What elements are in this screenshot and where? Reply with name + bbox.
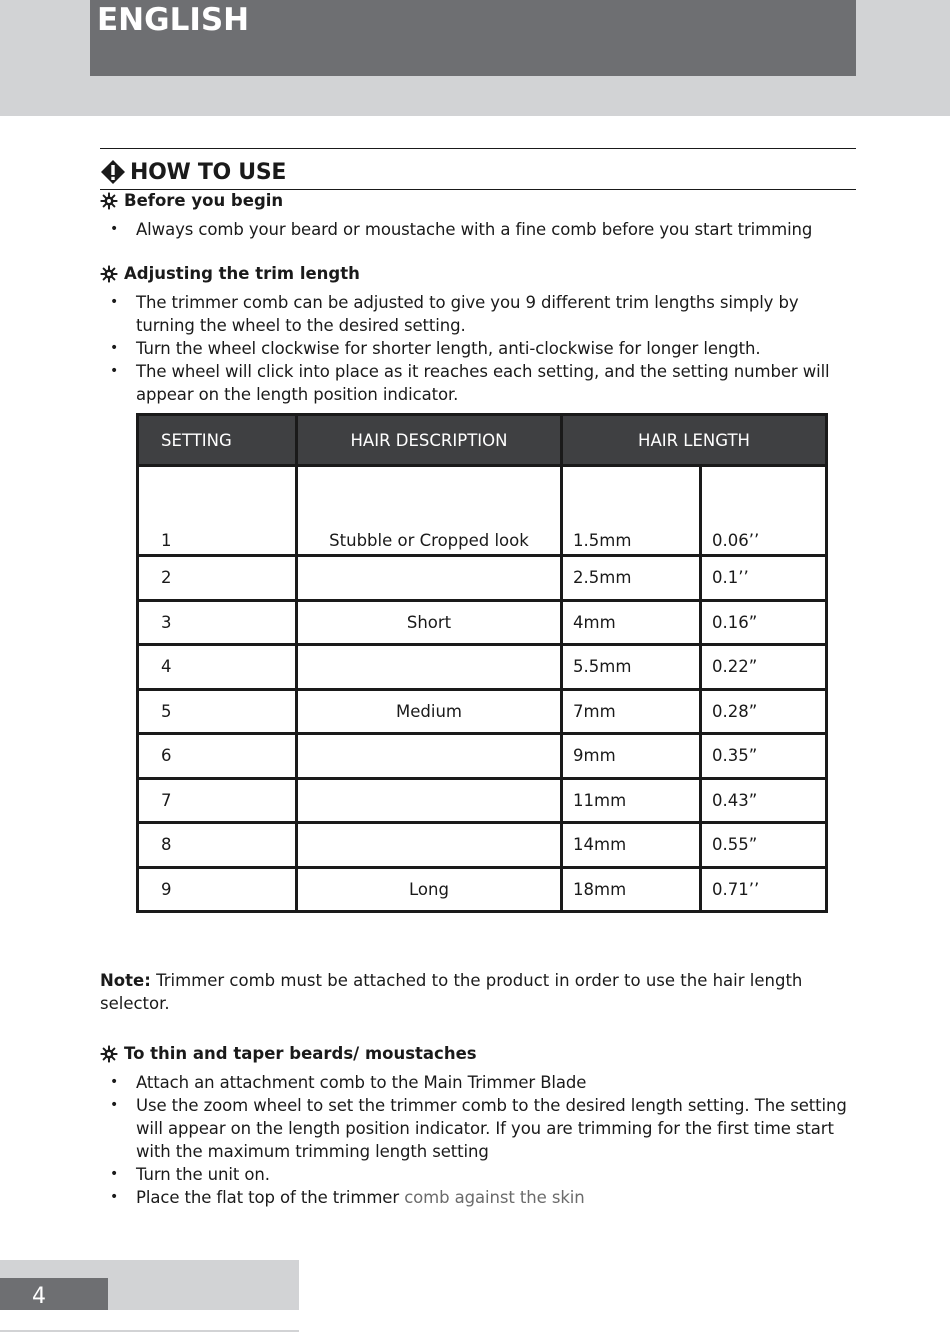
gear-icon xyxy=(100,1045,118,1063)
cell-setting: 3 xyxy=(138,600,297,645)
cell-description xyxy=(297,645,562,690)
cell-length-inch: 0.43” xyxy=(701,778,827,823)
cell-length-mm: 4mm xyxy=(562,600,701,645)
cell-length-inch: 0.35” xyxy=(701,734,827,779)
note-text: Trimmer comb must be attached to the product in order to use the hair length selector. xyxy=(100,971,803,1013)
table-row xyxy=(138,867,827,912)
cell-setting: 5 xyxy=(138,689,297,734)
table-row xyxy=(138,689,827,734)
cell-setting: 2 xyxy=(138,556,297,601)
cell-setting: 6 xyxy=(138,734,297,779)
note-label: Note: xyxy=(100,971,151,990)
cell-description: Stubble or Cropped look xyxy=(297,466,562,556)
header-hair-length: HAIR LENGTH xyxy=(562,415,827,466)
list-item-text-faded: comb against the skin xyxy=(404,1188,585,1207)
thin-taper-label: To thin and taper beards/ moustaches xyxy=(124,1044,477,1063)
trim-length-table xyxy=(136,413,828,913)
cell-description xyxy=(297,778,562,823)
cell-setting: 4 xyxy=(138,645,297,690)
warning-diamond-icon xyxy=(100,159,126,185)
cell-setting: 7 xyxy=(138,778,297,823)
cell-length-mm: 2.5mm xyxy=(562,556,701,601)
list-item: • The wheel will click into place as it reaches each setting, and the setting number will appear on the length position indicator. xyxy=(108,360,860,406)
table-row xyxy=(138,556,827,601)
table-row xyxy=(138,600,827,645)
list-item xyxy=(108,1186,848,1209)
list-item: • Attach an attachment comb to the Main Trimmer Blade xyxy=(108,1071,848,1094)
before-you-begin-heading xyxy=(100,191,283,210)
section-title xyxy=(100,156,286,188)
cell-length-inch: 0.06’’ xyxy=(701,466,827,556)
cell-length-inch: 0.1’’ xyxy=(701,556,827,601)
cell-length-mm: 14mm xyxy=(562,823,701,868)
section-title-text: HOW TO USE xyxy=(130,159,287,185)
cell-length-mm: 18mm xyxy=(562,867,701,912)
list-item-text: Place the flat top of the trimmer xyxy=(136,1188,405,1207)
cell-setting: 8 xyxy=(138,823,297,868)
cell-length-mm: 11mm xyxy=(562,778,701,823)
table-header-row xyxy=(138,415,827,466)
cell-length-mm: 1.5mm xyxy=(562,466,701,556)
cell-length-mm: 5.5mm xyxy=(562,645,701,690)
cell-setting: 9 xyxy=(138,867,297,912)
cell-length-inch: 0.16” xyxy=(701,600,827,645)
cell-setting: 1 xyxy=(138,466,297,556)
cell-length-mm: 7mm xyxy=(562,689,701,734)
cell-length-inch: 0.22” xyxy=(701,645,827,690)
cell-description xyxy=(297,734,562,779)
header-setting: SETTING xyxy=(138,415,297,466)
section-bottom-rule xyxy=(100,189,856,190)
cell-description: Medium xyxy=(297,689,562,734)
list-item: • Use the zoom wheel to set the trimmer comb to the desired length setting. The setting will appear on the length position indicator. If you are trimming for the first time start with the maximum trimming length setting xyxy=(108,1094,848,1163)
page-number: 4 xyxy=(0,1278,108,1310)
gear-icon xyxy=(100,265,118,283)
note-paragraph xyxy=(100,969,820,1015)
cell-description xyxy=(297,823,562,868)
cell-length-inch: 0.55” xyxy=(701,823,827,868)
cell-description xyxy=(297,556,562,601)
table-row xyxy=(138,645,827,690)
cell-length-mm: 9mm xyxy=(562,734,701,779)
section-top-rule xyxy=(100,148,856,149)
before-you-begin-list xyxy=(108,218,868,241)
language-tab: ENGLISH xyxy=(90,0,856,76)
adjusting-list xyxy=(108,291,860,406)
gear-icon xyxy=(100,192,118,210)
before-you-begin-label: Before you begin xyxy=(124,191,284,210)
list-item: • Turn the wheel clockwise for shorter length, anti-clockwise for longer length. xyxy=(108,337,860,360)
cell-description: Long xyxy=(297,867,562,912)
header-hair-description: HAIR DESCRIPTION xyxy=(297,415,562,466)
table-row xyxy=(138,778,827,823)
adjusting-label: Adjusting the trim length xyxy=(124,264,360,283)
adjusting-heading xyxy=(100,264,360,283)
list-item: • Turn the unit on. xyxy=(108,1163,848,1186)
list-item: • Always comb your beard or moustache with a fine comb before you start trimming xyxy=(108,218,868,241)
cell-length-inch: 0.71’’ xyxy=(701,867,827,912)
table-row xyxy=(138,734,827,779)
thin-taper-list xyxy=(108,1071,848,1209)
cell-description: Short xyxy=(297,600,562,645)
list-item: • The trimmer comb can be adjusted to give you 9 different trim lengths simply by turning the wheel to the desired setting. xyxy=(108,291,860,337)
cell-length-inch: 0.28” xyxy=(701,689,827,734)
table-row xyxy=(138,823,827,868)
thin-taper-heading xyxy=(100,1044,477,1063)
table-row xyxy=(138,466,827,556)
